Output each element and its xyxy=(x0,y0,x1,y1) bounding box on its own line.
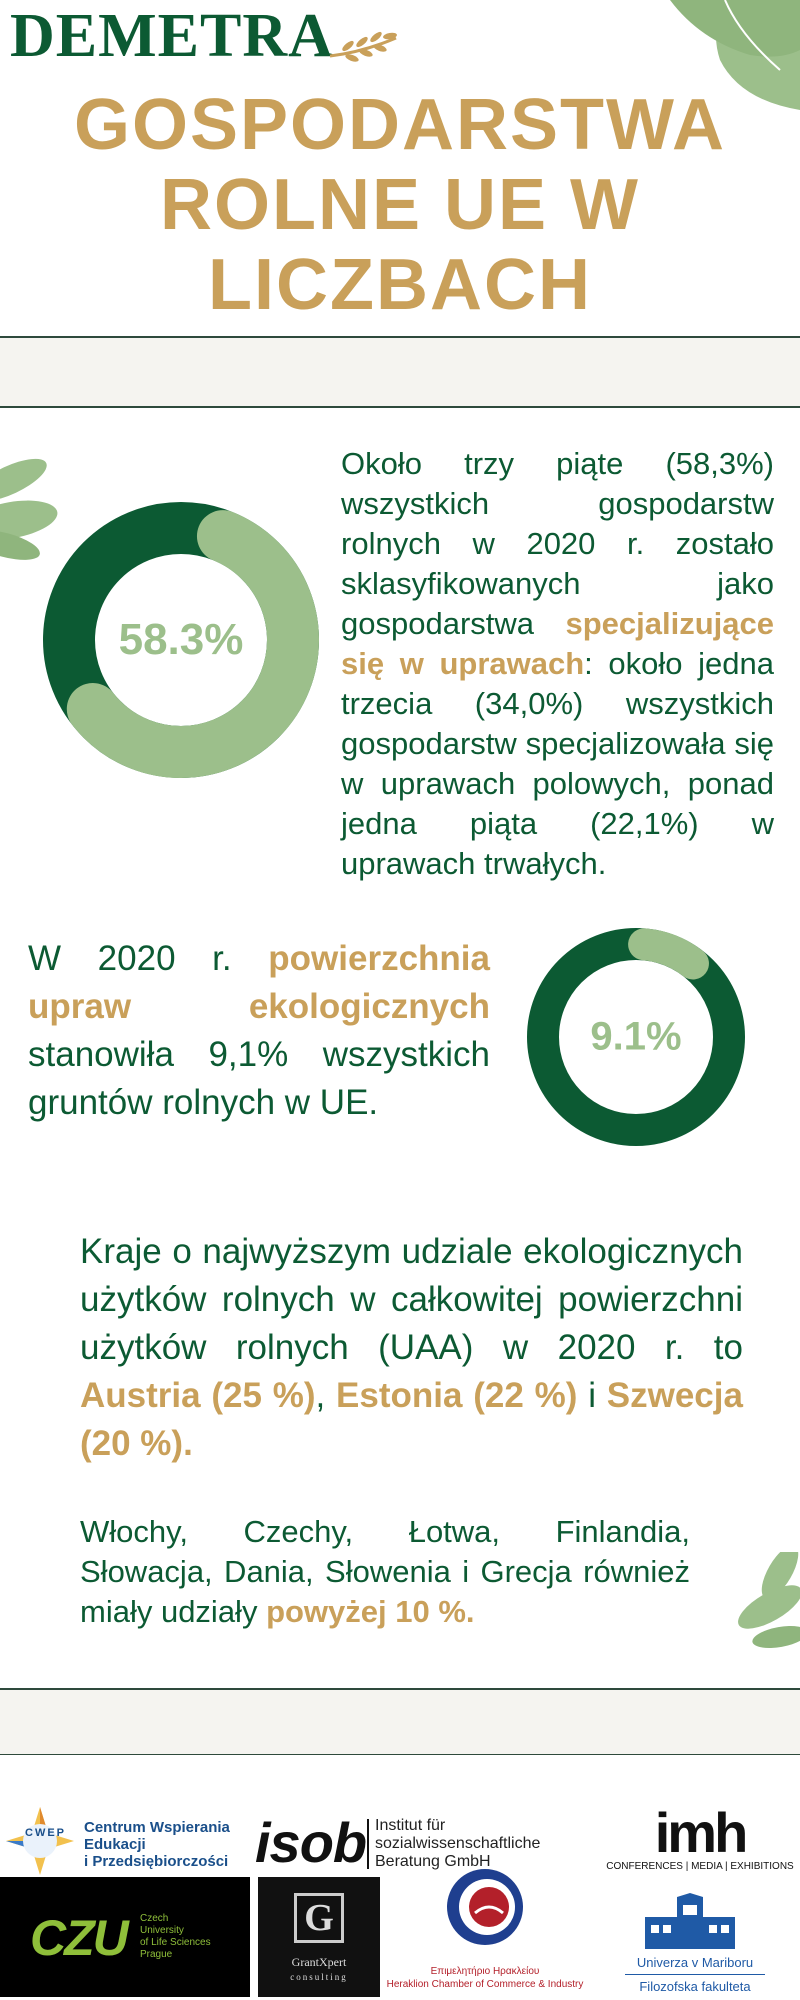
isob-line: Beratung GmbH xyxy=(375,1853,491,1870)
grantxpert-mark: G xyxy=(294,1893,344,1943)
crop-specialization-text xyxy=(341,444,774,884)
text: , xyxy=(315,1376,337,1415)
divider xyxy=(0,406,800,408)
cwep-logo xyxy=(4,1805,254,1875)
demetra-logo xyxy=(10,2,398,70)
partner-logos xyxy=(0,1755,800,2000)
leaf-decoration-icon xyxy=(725,1552,800,1652)
star-icon xyxy=(4,1805,76,1877)
highlight-text: Estonia (22 %) xyxy=(336,1376,578,1415)
czu-line: Prague xyxy=(140,1949,173,1960)
highlight-text: Austria (25 %) xyxy=(80,1376,316,1415)
imh-logo xyxy=(605,1801,795,1880)
highlight-text: Szwecja (20 %) xyxy=(80,1376,743,1463)
isob-line: sozialwissenschaftliche xyxy=(375,1835,541,1852)
divider xyxy=(625,1974,765,1975)
emblem-icon xyxy=(445,1867,525,1947)
text: W 2020 r. xyxy=(28,939,269,978)
text: stanowiła 9,1% wszystkich gruntów rolnych w UE. xyxy=(28,1035,490,1122)
wheat-icon xyxy=(328,26,398,62)
cwep-line: i Przedsiębiorczości xyxy=(84,1853,229,1870)
univerza-maribor-logo xyxy=(595,1893,795,2000)
logo-text: DEMETRA xyxy=(10,2,334,70)
donut-value: 9.1% xyxy=(590,1014,682,1059)
heraklion-line: Heraklion Chamber of Commerce & Industry xyxy=(386,1979,584,1990)
czu-mark: CZU xyxy=(30,1910,127,1966)
building-icon xyxy=(635,1893,745,1951)
text: . xyxy=(183,1424,193,1463)
divider xyxy=(367,1819,369,1869)
grantxpert-sub: consulting xyxy=(290,1972,348,1982)
text: Około trzy piąte (58,3%) wszystkich gospodarstw rolnych w 2020 r. zostało sklasyfikowanych jako gospodarstwa xyxy=(341,446,774,641)
text: : około jedna trzecia (34,0%) wszystkich gospodarstw specjalizowała się w uprawach polowych, ponad jedna piąta (22,1%) w uprawach trwałych. xyxy=(341,646,774,881)
page-title xyxy=(0,85,800,325)
text: Kraje o najwyższym udziale ekologicznych użytków rolnych w całkowitej powierzchni użytków rolnych (UAA) w 2020 r. to xyxy=(80,1232,743,1367)
top-countries-text xyxy=(80,1228,743,1468)
imh-subtitle: CONFERENCES | MEDIA | EXHIBITIONS xyxy=(606,1861,794,1872)
donut-chart-crops xyxy=(43,502,319,778)
czu-line: of Life Sciences xyxy=(140,1937,211,1948)
heraklion-chamber-logo xyxy=(385,1867,585,2000)
czu-line: University xyxy=(140,1925,184,1936)
cwep-line: Centrum Wspierania xyxy=(84,1819,230,1836)
title-line: LICZBACH xyxy=(208,245,592,325)
cwep-line: Edukacji xyxy=(84,1836,146,1853)
imh-word: imh xyxy=(654,1801,746,1864)
highlight-text: specjalizujące się w uprawach xyxy=(341,606,774,681)
cwep-mark: CWEP xyxy=(25,1827,66,1839)
univerza-line: Filozofska fakulteta xyxy=(639,1979,751,1994)
title-line: GOSPODARSTWA xyxy=(73,85,727,165)
highlight-text: powierzchnia upraw ekologicznych xyxy=(28,939,490,1026)
donut-chart-organic xyxy=(527,928,745,1146)
grantxpert-logo xyxy=(258,1877,380,1997)
isob-word: isob xyxy=(255,1811,367,1874)
other-countries-text xyxy=(80,1512,690,1632)
text: Włochy, Czechy, Łotwa, Finlandia, Słowacja, Dania, Słowenia i Grecja również miały udziały xyxy=(80,1514,690,1629)
organic-area-text xyxy=(28,935,490,1127)
title-line: ROLNE UE W xyxy=(160,165,640,245)
isob-line: Institut für xyxy=(375,1817,446,1834)
czu-line: Czech xyxy=(140,1913,169,1924)
heraklion-line: Επιμελητήριο Ηρακλείου xyxy=(430,1966,540,1977)
donut-value: 58.3% xyxy=(118,615,244,664)
highlight-text: powyżej 10 %. xyxy=(266,1594,475,1629)
univerza-line: Univerza v Mariboru xyxy=(636,1955,754,1970)
band xyxy=(0,338,800,406)
grantxpert-name: GrantXpert xyxy=(291,1955,347,1969)
band xyxy=(0,1690,800,1754)
text: i xyxy=(577,1376,607,1415)
czu-logo xyxy=(0,1877,250,1997)
